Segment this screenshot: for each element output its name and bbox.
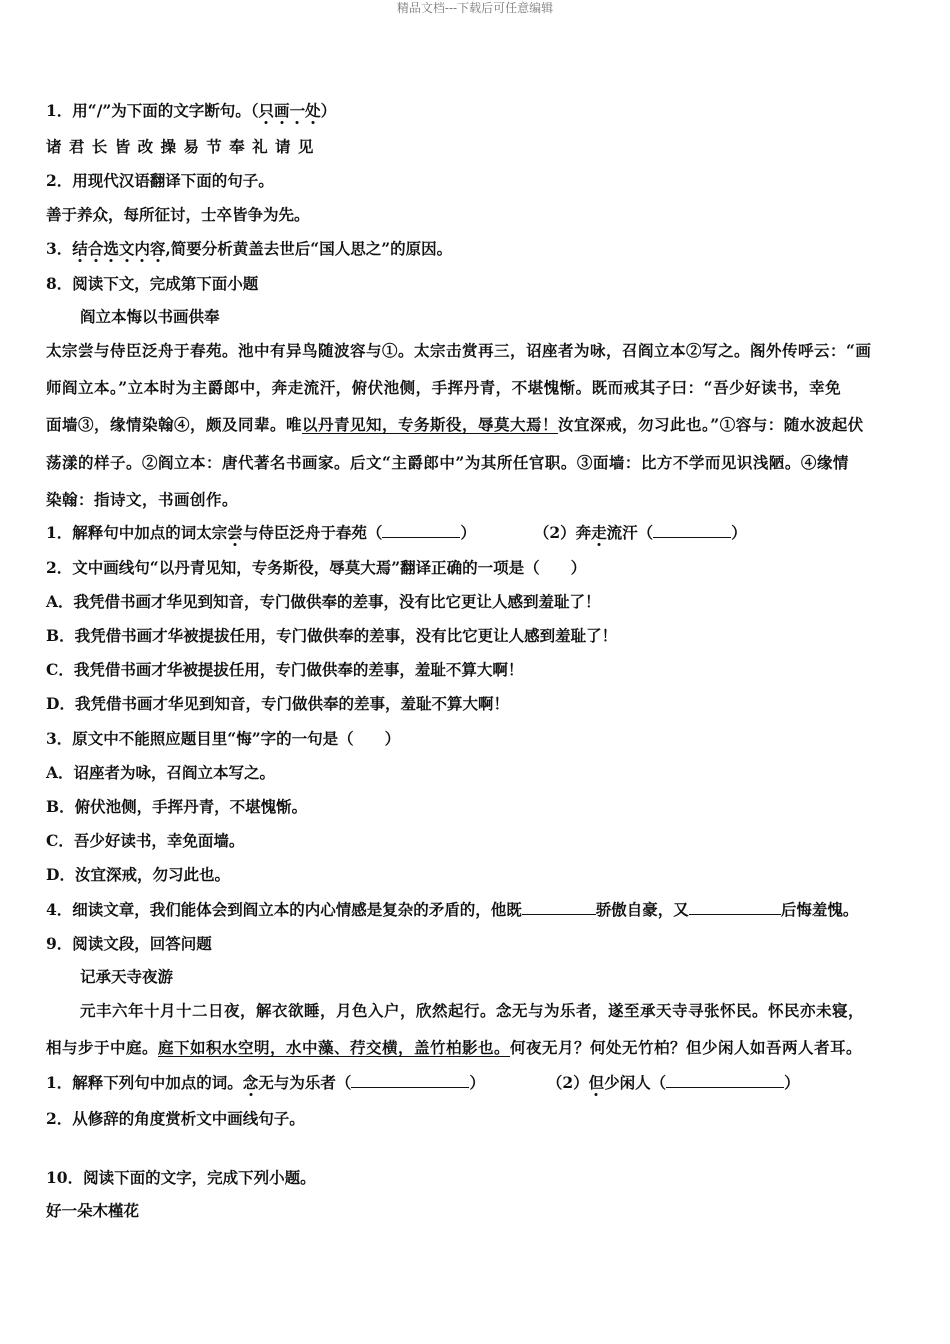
dotted-char: 一 <box>289 101 306 120</box>
passage-8-line-3: 面墙③，缘情染翰④，颇及同辈。唯以丹青见知，专务斯役，辱莫大焉！汝宜深戒，勿习此也。”①容与：随水波起伏 <box>46 415 864 434</box>
answer-blank[interactable] <box>666 1073 784 1088</box>
option-a: A．我凭借书画才华见到知音，专门做供奉的差事，没有比它更让人感到羞耻了！ <box>46 592 601 611</box>
option-a: A．诏座者为咏，召阎立本写之。 <box>46 763 276 782</box>
answer-blank[interactable] <box>382 523 460 538</box>
passage-9-line-1: 元丰六年十月十二日夜，解衣欲睡，月色入户，欣然起行。念无与为乐者，遂至承天寺寻张怀民。怀民亦未寝， <box>80 1001 865 1020</box>
passage-8-line-2: 师阎立本。”立本时为主爵郎中，奔走流汗，俯伏池侧，手挥丹青，不堪愧惭。既而戒其子曰：“吾少好读书，幸免 <box>46 378 842 397</box>
underlined-sentence: 以丹青见知，专务斯役，辱莫大焉！ <box>302 415 559 434</box>
section-9-heading: 9．阅读文段，回答问题 <box>46 934 212 953</box>
question-1: 1．用“/”为下面的文字断句。（只画一处） <box>46 101 337 120</box>
dotted-char: 只 <box>258 101 275 120</box>
s8-question-3: 3．原文中不能照应题目里“悔”字的一句是（ ） <box>46 729 401 748</box>
answer-blank[interactable] <box>689 900 781 915</box>
passage-9-line-2: 相与步于中庭。庭下如积水空明，水中藻、荇交横，盖竹柏影也。何夜无月？何处无竹柏？但少闲人如吾两人者耳。 <box>46 1038 863 1057</box>
section-10-title: 好一朵木槿花 <box>46 1201 140 1220</box>
answer-blank[interactable] <box>522 900 596 915</box>
text-zhujun: 诸 君 长 皆 改 操 易 节 奉 礼 请 见 <box>46 137 315 156</box>
option-d: D．汝宜深戒，勿习此也。 <box>46 865 230 884</box>
answer-blank[interactable] <box>351 1073 469 1088</box>
question-2: 2．用现代汉语翻译下面的句子。 <box>46 171 274 190</box>
s8-question-4: 4．细读文章，我们能体会到阎立本的内心情感是复杂的矛盾的，他既 骄傲自豪，又 后悔羞愧。 <box>46 900 859 919</box>
underlined-sentence: 庭下如积水空明，水中藻、荇交横，盖竹柏影也。 <box>158 1038 511 1057</box>
passage-8-line-1: 太宗尝与侍臣泛舟于春苑。池中有异鸟随波容与①。太宗击赏再三，诏座者为咏，召阎立本②写之。阁外传呼云：“画 <box>46 341 872 360</box>
section-8-title: 阎立本悔以书画供奉 <box>80 307 220 326</box>
dotted-char: 处 <box>305 101 321 120</box>
passage-8-line-4: 荡漾的样子。②阎立本：唐代著名书画家。后文“主爵郎中”为其所任官职。③面墙：比方不学而见识浅陋。④缘情 <box>46 453 849 472</box>
section-9-title: 记承天寺夜游 <box>80 967 174 986</box>
question-3: 3．结合选文内容,简要分析黄盖去世后“国人思之”的原因。 <box>46 239 453 258</box>
s9-question-1: 1．解释下列句中加点的词。念无与为乐者（ ） （2）但少闲人（ ） <box>46 1073 800 1092</box>
section-8-heading: 8．阅读下文，完成第下面小题 <box>46 274 259 293</box>
sentence-shanyu: 善于养众，每所征讨，士卒皆争为先。 <box>46 205 310 224</box>
page-header: 精品文档---下载后可任意编辑 <box>396 1 554 15</box>
s8-question-2: 2．文中画线句“以丹青见知，专务斯役，辱莫大焉”翻译正确的一项是（ ） <box>46 558 587 577</box>
s9-question-2: 2．从修辞的角度赏析文中画线句子。 <box>46 1109 305 1128</box>
option-d: D．我凭借书画才华见到知音，专门做供奉的差事，羞耻不算大啊！ <box>46 694 509 713</box>
option-b: B．我凭借书画才华被提拔任用，专门做供奉的差事，没有比它更让人感到羞耻了！ <box>46 626 618 645</box>
option-c: C．吾少好读书，幸免面墙。 <box>46 831 245 850</box>
option-b: B．俯伏池侧，手挥丹青，不堪愧惭。 <box>46 797 308 816</box>
option-c: C．我凭借书画才华被提拔任用，专门做供奉的差事，羞耻不算大啊！ <box>46 660 524 679</box>
s8-question-1: 1．解释句中加点的词太宗尝与侍臣泛舟于春苑（ ） （2）奔走流汗（ ） <box>46 523 747 542</box>
answer-blank[interactable] <box>653 523 731 538</box>
section-10-heading: 10．阅读下面的文字，完成下列小题。 <box>46 1168 316 1187</box>
passage-8-line-5: 染翰：指诗文，书画创作。 <box>46 490 239 509</box>
dotted-char: 画 <box>274 101 290 120</box>
